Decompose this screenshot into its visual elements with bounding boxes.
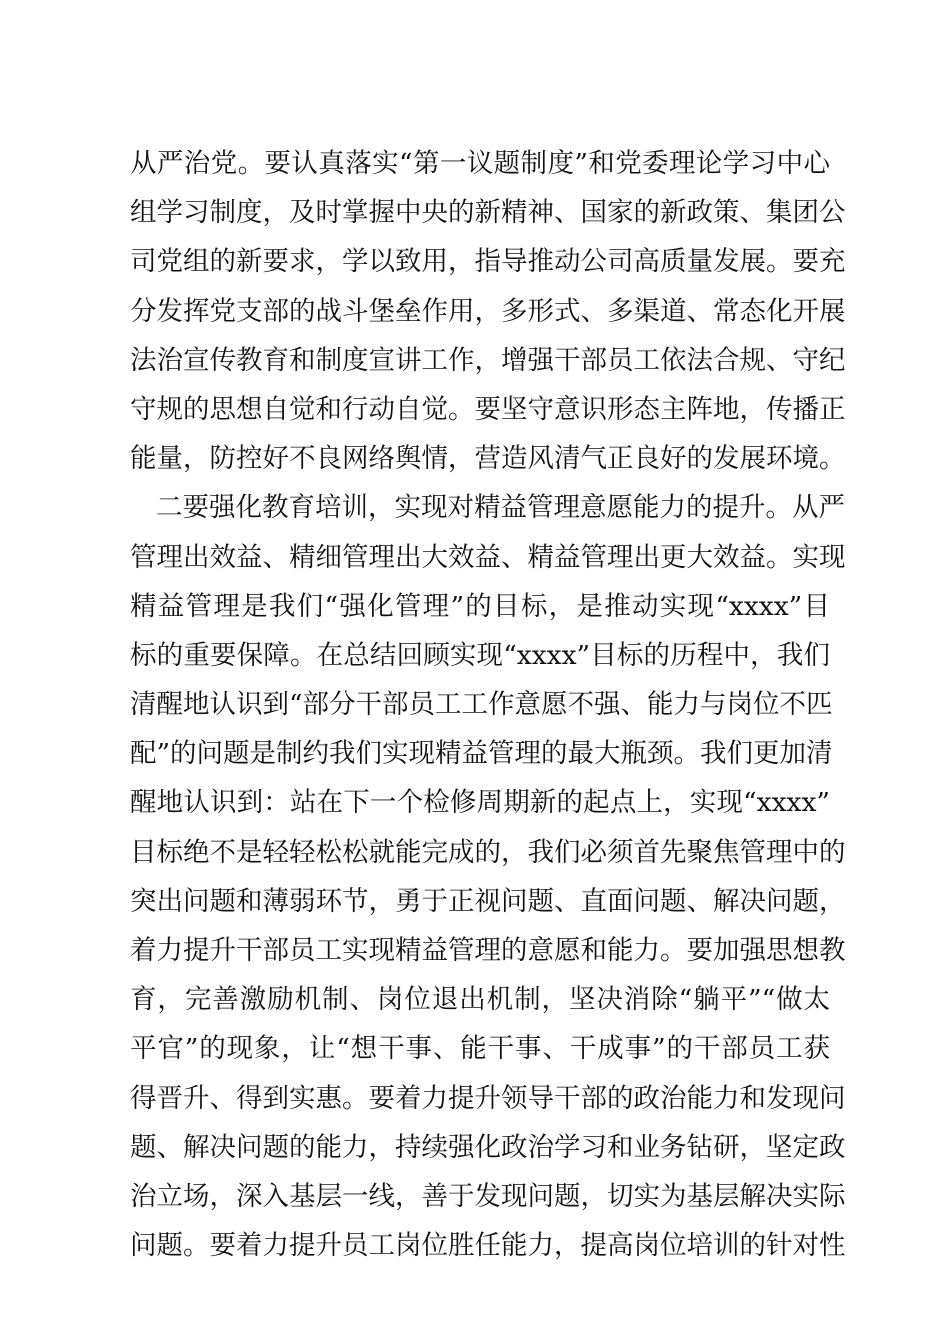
text-line: 从严治党。要认真落实“第一议题制度”和党委理论学习中心: [130, 148, 830, 179]
body-text: [130, 139, 846, 1270]
text-line: 清醒地认识到“部分干部员工工作意愿不强、能力与岗位不匹: [130, 689, 833, 721]
text-line: 目标绝不是轻轻松松就能完成的，我们必须首先聚焦管理中的: [130, 836, 846, 868]
text-line: 法治宣传教育和制度宣讲工作，增强干部员工依法合规、守纪: [130, 344, 846, 376]
text-line: 着力提升干部员工实现精益管理的意愿和能力。要加强思想教: [130, 935, 846, 966]
text-line: 突出问题和薄弱环节，勇于正视问题、直面问题、解决问题，: [130, 885, 846, 917]
text-line: 守规的思想自觉和行动自觉。要坚守意识形态主阵地，传播正: [130, 393, 846, 425]
text-line: 组学习制度，及时掌握中央的新精神、国家的新政策、集团公: [130, 197, 846, 229]
text-line: 二要强化教育培训，实现对精益管理意愿能力的提升。从严: [156, 492, 845, 524]
text-line: 得晋升、得到实惠。要着力提升领导干部的政治能力和发现问: [130, 1082, 846, 1114]
text-line: 育，完善激励机制、岗位退出机制，坚决消除“躺平”“做太: [130, 984, 830, 1016]
text-line: 精益管理是我们“强化管理”的目标，是推动实现“xxxx”目: [130, 590, 830, 622]
text-line: 分发挥党支部的战斗堡垒作用，多形式、多渠道、常态化开展: [130, 295, 846, 327]
paragraph-1: [130, 139, 846, 483]
text-line: 管理出效益、精细管理出大效益、精益管理出更大效益。实现: [130, 541, 846, 573]
text-line: 能量，防控好不良网络舆情，营造风清气正良好的发展环境。: [130, 443, 846, 475]
text-line: 治立场，深入基层一线，善于发现问题，切实为基层解决实际: [130, 1180, 846, 1212]
text-line: 题、解决问题的能力，持续强化政治学习和业务钻研，坚定政: [130, 1131, 846, 1163]
text-line: 醒地认识到：站在下一个检修周期新的起点上，实现“xxxx”: [130, 787, 830, 819]
text-line: 问题。要着力提升员工岗位胜任能力，提高岗位培训的针对性: [130, 1230, 846, 1262]
text-line: 司党组的新要求，学以致用，指导推动公司高质量发展。要充: [130, 246, 846, 278]
text-line: 标的重要保障。在总结回顾实现“xxxx”目标的历程中，我们: [130, 639, 830, 671]
paragraph-2: [130, 483, 846, 1270]
text-line: 配”的问题是制约我们实现精益管理的最大瓶颈。我们更加清: [130, 738, 833, 770]
text-line: 平官”的现象，让“想干事、能干事、干成事”的干部员工获: [130, 1033, 830, 1065]
